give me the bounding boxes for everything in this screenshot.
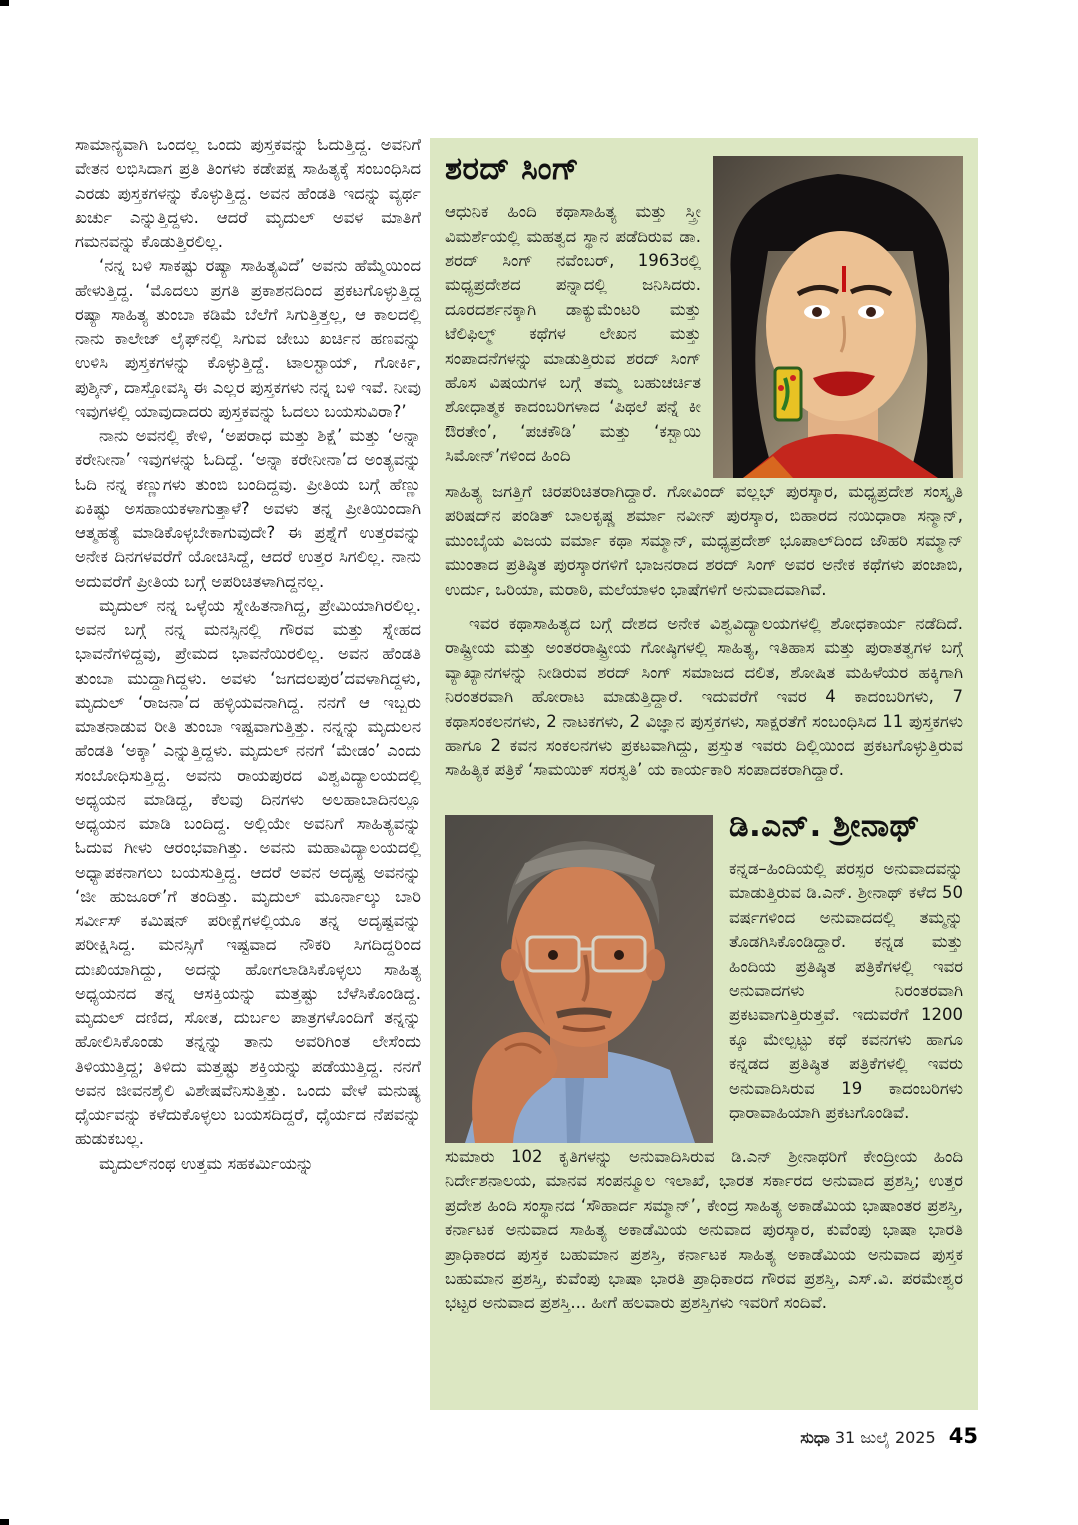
magazine-name: ಸುಧಾ xyxy=(800,1428,830,1447)
page-number: 45 xyxy=(948,1424,978,1448)
sharad-singh-body: ಸಾಹಿತ್ಯ ಜಗತ್ತಿಗೆ ಚಿರಪರಿಚಿತರಾಗಿದ್ದಾರೆ. ಗೋವಿಂದ್ ವಲ್ಲಭ್ ಪುರಸ್ಕಾರ, ಮಧ್ಯಪ್ರದೇಶ ಸಂಸ್ಕೃತಿ ಪರಿಷದ್‌ನ ಪಂಡಿತ್ ಬಾಲಕೃಷ್ಣ ಶರ್ಮಾ ನವೀನ್ ಪುರಸ್ಕಾರ, ಬಿಹಾರದ ನಯಿಧಾರಾ ಸನ್ಮಾನ್, ಮುಂಬೈಯ ವಿಜಯ ವರ್ಮಾ ಕಥಾ ಸಮ್ಮಾನ್, ಮಧ್ಯಪ್ರದೇಶ್ ಭೂಪಾಲ್‌ದಿಂದ ಜೌಹರಿ ಸಮ್ಮಾನ್ ಮುಂತಾದ ಪ್ರತಿಷ್ಠಿತ ಪುರಸ್ಕಾರಗಳಿಗೆ ಭಾಜನರಾದ ಶರದ್ ಸಿಂಗ್ ಅವರ ಅನೇಕ ಕಥೆಗಳು ಪಂಜಾಬಿ, ಉರ್ದು, ಒರಿಯಾ, ಮರಾಠಿ, ಮಲೆಯಾಳಂ ಭಾಷೆಗಳಿಗೆ ಅನುವಾದವಾಗಿವೆ. xyxy=(445,482,963,599)
dn-srinath-body: ಸುಮಾರು 102 ಕೃತಿಗಳನ್ನು ಅನುವಾದಿಸಿರುವ ಡಿ.ಎನ್ ಶ್ರೀನಾಥರಿಗೆ ಕೇಂದ್ರೀಯ ಹಿಂದಿ ನಿರ್ದೇಶನಾಲಯ, ಮಾನವ ಸಂಪನ್ಮೂಲ ಇಲಾಖೆ, ಭಾರತ ಸರ್ಕಾರದ ಅನುವಾದ ಪ್ರಶಸ್ತಿ; ಉತ್ತರ ಪ್ರದೇಶ ಹಿಂದಿ ಸಂಸ್ಥಾನದ ‘ಸೌಹಾರ್ದ ಸಮ್ಮಾನ್’, ಕೇಂದ್ರ ಸಾಹಿತ್ಯ ಅಕಾಡೆಮಿಯ ಭಾಷಾಂತರ ಪ್ರಶಸ್ತಿ, ಕರ್ನಾಟಕ ಅನುವಾದ ಸಾಹಿತ್ಯ ಅಕಾಡೆಮಿಯ ಅನುವಾದ ಪುರಸ್ಕಾರ, ಕುವೆಂಪು ಭಾಷಾ ಭಾರತಿ ಪ್ರಾಧಿಕಾರದ ಪುಸ್ತಕ ಬಹುಮಾನ ಪ್ರಶಸ್ತಿ, ಕರ್ನಾಟಕ ಸಾಹಿತ್ಯ ಅಕಾಡೆಮಿಯ ಅನುವಾದ ಪುಸ್ತಕ ಬಹುಮಾನ ಪ್ರಶಸ್ತಿ, ಕುವೆಂಪು ಭಾಷಾ ಭಾರತಿ ಪ್ರಾಧಿಕಾರದ ಗೌರವ ಪ್ರಶಸ್ತಿ, ಎಸ್.ವಿ. ಪರಮೇಶ್ವರ ಭಟ್ಟರ ಅನುವಾದ ಪ್ರಶಸ್ತಿ... ಹೀಗೆ ಹಲವಾರು ಪ್ರಶಸ್ತಿಗಳು ಇವರಿಗೆ ಸಂದಿವೆ. xyxy=(445,1146,963,1313)
sharad-singh-title: ಶರದ್ ಸಿಂಗ್ xyxy=(445,151,580,187)
article-paragraph: ಮೃದುಲ್ ನನ್ನ ಒಳ್ಳೆಯ ಸ್ನೇಹಿತನಾಗಿದ್ದ, ಪ್ರೇಮಿಯಾಗಿರಲಿಲ್ಲ. ಅವನ ಬಗ್ಗೆ ನನ್ನ ಮನಸ್ಸಿನಲ್ಲಿ ಗೌರವ ಮತ್ತು ಸ್ನೇಹದ ಭಾವನೆಗಳಿದ್ದವು, ಪ್ರೇಮದ ಭಾವನೆಯಿರಲಿಲ್ಲ. ಅವನ ಹೆಂಡತಿ ತುಂಬಾ ಮುದ್ದಾಗಿದ್ದಳು. ಅವಳು ‘ಜಗದಲಪುರ’ದವಳಾಗಿದ್ದಳು, ಮೃದುಲ್ ‘ರಾಜನಾ’ದ ಹಳ್ಳಿಯವನಾಗಿದ್ದ. ನನಗೆ ಆ ಇಬ್ಬರು ಮಾತನಾಡುವ ರೀತಿ ತುಂಬಾ ಇಷ್ಟವಾಗುತ್ತಿತ್ತು. ನನ್ನನ್ನು ಮೃದುಲನ ಹೆಂಡತಿ ‘ಅಕ್ಕಾ’ ಎನ್ನುತ್ತಿದ್ದಳು. ಮೃದುಲ್ ನನಗೆ ‘ಮೇಡಂ’ ಎಂದು ಸಂಬೋಧಿಸುತ್ತಿದ್ದ. ಅವನು ರಾಯಪುರದ ವಿಶ್ವವಿದ್ಯಾಲಯದಲ್ಲಿ ಅಧ್ಯಯನ ಮಾಡಿದ್ದ, ಕೆಲವು ದಿನಗಳು ಅಲಹಾಬಾದಿನಲ್ಲೂ ಅಧ್ಯಯನ ಮಾಡಿ ಬಂದಿದ್ದ. ಅಲ್ಲಿಯೇ ಅವನಿಗೆ ಸಾಹಿತ್ಯವನ್ನು ಓದುವ ಗೀಳು ಆರಂಭವಾಗಿತ್ತು. ಅವನು ಮಹಾವಿದ್ಯಾಲಯದಲ್ಲಿ ಅಧ್ಯಾಪಕನಾಗಲು ಬಯಸುತ್ತಿದ್ದ. ಆದರೆ ಅವನ ಅದೃಷ್ಟ ಅವನನ್ನು ‘ಜೀ ಹುಜೂರ್’ಗೆ ತಂದಿತ್ತು. ಮೃದುಲ್ ಮೂರ್ನಾಲ್ಕು ಬಾರಿ ಸರ್ವೀಸ್ ಕಮಿಷನ್ ಪರೀಕ್ಷೆಗಳಲ್ಲಿಯೂ ತನ್ನ ಅದೃಷ್ಟವನ್ನು ಪರೀಕ್ಷಿಸಿದ್ದ. ಮನಸ್ಸಿಗೆ ಇಷ್ಟವಾದ ನೌಕರಿ ಸಿಗದಿದ್ದರಿಂದ ದುಃಖಿಯಾಗಿದ್ದು, ಅದನ್ನು ಹೋಗಲಾಡಿಸಿಕೊಳ್ಳಲು ಸಾಹಿತ್ಯ ಅಧ್ಯಯನದ ತನ್ನ ಆಸಕ್ತಿಯನ್ನು ಮತ್ತಷ್ಟು ಬೆಳೆಸಿಕೊಂಡಿದ್ದ. ಮೃದುಲ್ ದಣಿದ, ಸೋತ, ದುರ್ಬಲ ಪಾತ್ರಗಳೊಂದಿಗೆ ತನ್ನನ್ನು ಹೋಲಿಸಿಕೊಂಡು ತನ್ನನ್ನು ತಾನು ಅವರಿಗಿಂತ ಲೇಸೆಂದು ತಿಳಿಯುತ್ತಿದ್ದ; ತಿಳಿದು ಮತ್ತಷ್ಟು ಶಕ್ತಿಯನ್ನು ಪಡೆಯುತ್ತಿದ್ದ. ನನಗೆ ಅವನ ಜೀವನಶೈಲಿ ವಿಶೇಷವೆನಿಸುತ್ತಿತ್ತು. ಒಂದು ವೇಳೆ ಮನುಷ್ಯ ಧೈರ್ಯವನ್ನು ಕಳೆದುಕೊಳ್ಳಲು ಬಯಸದಿದ್ದರೆ, ಧೈರ್ಯದ ನೆಪವನ್ನು ಹುಡುಕಬಲ್ಲ. xyxy=(75,595,421,1149)
article-paragraph: ನಾನು ಅವನಲ್ಲಿ ಕೇಳಿ, ‘ಅಪರಾಧ ಮತ್ತು ಶಿಕ್ಷೆ’ ಮತ್ತು ‘ಅನ್ನಾ ಕರೇನೀನಾ’ ಇವುಗಳನ್ನು ಓದಿದ್ದೆ. ‘ಅನ್ನಾ ಕರೇನೀನಾ’ದ ಅಂತ್ಯವನ್ನು ಓದಿ ನನ್ನ ಕಣ್ಣುಗಳು ತುಂಬಿ ಬಂದಿದ್ದವು. ಪ್ರೀತಿಯ ಬಗ್ಗೆ ಹೆಣ್ಣು ಏಕಿಷ್ಟು ಅಸಹಾಯಕಳಾಗುತ್ತಾಳೆ? ಅವಳು ತನ್ನ ಪ್ರೀತಿಯಿಂದಾಗಿ ಆತ್ಮಹತ್ಯೆ ಮಾಡಿಕೊಳ್ಳಬೇಕಾಗುವುದೇ? ಈ ಪ್ರಶ್ನೆಗೆ ಉತ್ತರವನ್ನು ಅನೇಕ ದಿನಗಳವರೆಗೆ ಯೋಚಿಸಿದ್ದೆ, ಆದರೆ ಉತ್ತರ ಸಿಗಲಿಲ್ಲ. ನಾನು ಅದುವರೆಗೆ ಪ್ರೀತಿಯ ಬಗ್ಗೆ ಅಪರಿಚಿತಳಾಗಿದ್ದನಲ್ಲ. xyxy=(75,426,421,591)
sharad-singh-text-block xyxy=(445,152,701,478)
crop-mark-bottom-left xyxy=(0,1519,9,1525)
crop-mark-top-left xyxy=(0,0,9,6)
dn-srinath-text-block xyxy=(729,809,963,1143)
issue-date: 31 ಜುಲೈ 2025 xyxy=(834,1428,936,1447)
woman-portrait-illustration xyxy=(713,156,963,478)
profile-sharad-singh xyxy=(445,152,963,478)
profile-dn-srinath xyxy=(445,809,963,1143)
article-paragraph: ‘ನನ್ನ ಬಳಿ ಸಾಕಷ್ಟು ರಷ್ಯಾ ಸಾಹಿತ್ಯವಿದೆ’ ಅವನು ಹೆಮ್ಮೆಯಿಂದ ಹೇಳುತ್ತಿದ್ದ. ‘ಮೊದಲು ಪ್ರಗತಿ ಪ್ರಕಾಶನದಿಂದ ಪ್ರಕಟಗೊಳ್ಳುತ್ತಿದ್ದ ರಷ್ಯಾ ಸಾಹಿತ್ಯ ತುಂಬಾ ಕಡಿಮೆ ಬೆಲೆಗೆ ಸಿಗುತ್ತಿತ್ತಲ್ಲ, ಆ ಕಾಲದಲ್ಲಿ ನಾನು ಕಾಲೇಜ್ ಲೈಫ್‌ನಲ್ಲಿ ಸಿಗುವ ಜೇಬು ಖರ್ಚಿನ ಹಣವನ್ನು ಉಳಿಸಿ ಪುಸ್ತಕಗಳನ್ನು ಕೊಳ್ಳುತ್ತಿದ್ದೆ. ಟಾಲಸ್ಟಾಯ್, ಗೋರ್ಕಿ, ಪುಶ್ಕಿನ್, ದಾಸ್ತೋವಸ್ಕಿ ಈ ಎಲ್ಲರ ಪುಸ್ತಕಗಳು ನನ್ನ ಬಳಿ ಇವೆ. ನೀವು ಇವುಗಳಲ್ಲಿ ಯಾವುದಾದರು ಪುಸ್ತಕವನ್ನು ಓದಲು ಬಯಸುವಿರಾ?’ xyxy=(75,256,421,421)
dn-srinath-intro: ಕನ್ನಡ–ಹಿಂದಿಯಲ್ಲಿ ಪರಸ್ಪರ ಅನುವಾದವನ್ನು ಮಾಡುತ್ತಿರುವ ಡಿ.ಎನ್. ಶ್ರೀನಾಥ್ ಕಳೆದ 50 ವರ್ಷಗಳಿಂದ ಅನುವಾದದಲ್ಲಿ ತಮ್ಮನ್ನು ತೊಡಗಿಸಿಕೊಂಡಿದ್ದಾರೆ. ಕನ್ನಡ ಮತ್ತು ಹಿಂದಿಯ ಪ್ರತಿಷ್ಠಿತ ಪತ್ರಿಕೆಗಳಲ್ಲಿ ಇವರ ಅನುವಾದಗಳು ನಿರಂತರವಾಗಿ ಪ್ರಕಟವಾಗುತ್ತಿರುತ್ತವೆ. ಇದುವರೆಗೆ 1200 ಕ್ಕೂ ಮೇಲ್ಪಟ್ಟು ಕಥೆ ಕವನಗಳು ಹಾಗೂ ಕನ್ನಡದ ಪ್ರತಿಷ್ಠಿತ ಪತ್ರಿಕೆಗಳಲ್ಲಿ ಇವರು ಅನುವಾದಿಸಿರುವ 19 ಕಾದಂಬರಿಗಳು ಧಾರಾವಾಹಿಯಾಗಿ ಪ್ರಕಟಗೊಂಡಿವೆ. xyxy=(729,858,963,1123)
article-paragraph: ಮೃದುಲ್‌ನಂಥ ಉತ್ತಮ ಸಹಕರ್ಮಿಯನ್ನು xyxy=(99,1153,314,1173)
dn-srinath-title: ಡಿ.ಎನ್. ಶ್ರೀನಾಥ್ xyxy=(729,807,921,844)
sharad-singh-intro: ಆಧುನಿಕ ಹಿಂದಿ ಕಥಾಸಾಹಿತ್ಯ ಮತ್ತು ಸ್ತ್ರೀ ವಿಮರ್ಶೆಯಲ್ಲಿ ಮಹತ್ವದ ಸ್ಥಾನ ಪಡೆದಿರುವ ಡಾ. ಶರದ್ ಸಿಂಗ್ ನವೆಂಬರ್, 1963ರಲ್ಲಿ ಮಧ್ಯಪ್ರದೇಶದ ಪನ್ನಾದಲ್ಲಿ ಜನಿಸಿದರು. ದೂರದರ್ಶನಕ್ಕಾಗಿ ಡಾಕ್ಯುಮೆಂಟರಿ ಮತ್ತು ಟೆಲಿಫಿಲ್ಮ್ ಕಥೆಗಳ ಲೇಖನ ಮತ್ತು ಸಂಪಾದನೆಗಳನ್ನು ಮಾಡುತ್ತಿರುವ ಶರದ್ ಸಿಂಗ್ ಹೊಸ ವಿಷಯಗಳ ಬಗ್ಗೆ ತಮ್ಮ ಬಹುಚರ್ಚಿತ ಶೋಧಾತ್ಮಕ ಕಾದಂಬರಿಗಳಾದ ‘ಪಿಥಲೆ ಪನ್ನೆ ಕೀ ಔರತೇಂ’, ‘ಪಚಕೌಡಿ’ ಮತ್ತು ‘ಕಸ್ಬಾಯಿ ಸಿಮೋನ್’ಗಳಿಂದ ಹಿಂದಿ xyxy=(445,202,701,466)
sharad-singh-photo xyxy=(713,156,963,478)
man-portrait-illustration xyxy=(445,815,713,1143)
dn-srinath-photo xyxy=(445,815,713,1143)
author-profiles-box xyxy=(430,138,978,1410)
page-footer xyxy=(430,1424,978,1448)
sharad-singh-body2: ಇವರ ಕಥಾಸಾಹಿತ್ಯದ ಬಗ್ಗೆ ದೇಶದ ಅನೇಕ ವಿಶ್ವವಿದ್ಯಾಲಯಗಳಲ್ಲಿ ಶೋಧಕಾರ್ಯ ನಡೆದಿದೆ. ರಾಷ್ಟ್ರೀಯ ಮತ್ತು ಅಂತರರಾಷ್ಟ್ರೀಯ ಗೋಷ್ಠಿಗಳಲ್ಲಿ ಸಾಹಿತ್ಯ, ಇತಿಹಾಸ ಮತ್ತು ಪುರಾತತ್ವಗಳ ಬಗ್ಗೆ ವ್ಯಾಖ್ಯಾನಗಳನ್ನು ನೀಡಿರುವ ಶರದ್ ಸಿಂಗ್ ಸಮಾಜದ ದಲಿತ, ಶೋಷಿತ ಮಹಿಳೆಯರ ಹಕ್ಕಿಗಾಗಿ ನಿರಂತರವಾಗಿ ಹೋರಾಟ ಮಾಡುತ್ತಿದ್ದಾರೆ. ಇದುವರೆಗೆ ಇವರ 4 ಕಾದಂಬರಿಗಳು, 7 ಕಥಾಸಂಕಲನಗಳು, 2 ನಾಟಕಗಳು, 2 ವಿಜ್ಞಾನ ಪುಸ್ತಕಗಳು, ಸಾಕ್ಷರತೆಗೆ ಸಂಬಂಧಿಸಿದ 11 ಪುಸ್ತಕಗಳು ಹಾಗೂ 2 ಕವನ ಸಂಕಲನಗಳು ಪ್ರಕಟವಾಗಿದ್ದು, ಪ್ರಸ್ತುತ ಇವರು ದಿಲ್ಲಿಯಿಂದ ಪ್ರಕಟಗೊಳ್ಳುತ್ತಿರುವ ಸಾಹಿತ್ಯಿಕ ಪತ್ರಿಕೆ ‘ಸಾಮಯಿಕ್ ಸರಸ್ವತಿ’ ಯ ಕಾರ್ಯಕಾರಿ ಸಂಪಾದಕರಾಗಿದ್ದಾರೆ. xyxy=(445,614,963,780)
article-paragraph: ಸಾಮಾನ್ಯವಾಗಿ ಒಂದಲ್ಲ ಒಂದು ಪುಸ್ತಕವನ್ನು ಓದುತ್ತಿದ್ದ. ಅವನಿಗೆ ವೇತನ ಲಭಿಸಿದಾಗ ಪ್ರತಿ ತಿಂಗಳು ಕಡೇಪಕ್ಷ ಸಾಹಿತ್ಯಕ್ಕೆ ಸಂಬಂಧಿಸಿದ ಎರಡು ಪುಸ್ತಕಗಳನ್ನು ಕೊಳ್ಳುತ್ತಿದ್ದ. ಅವನ ಹೆಂಡತಿ ಇದನ್ನು ವ್ಯರ್ಥ ಖರ್ಚು ಎನ್ನುತ್ತಿದ್ದಳು. ಆದರೆ ಮೃದುಲ್ ಅವಳ ಮಾತಿಗೆ ಗಮನವನ್ನು ಕೊಡುತ್ತಿರಲಿಲ್ಲ. xyxy=(75,135,421,251)
article-left-column xyxy=(75,133,421,1176)
